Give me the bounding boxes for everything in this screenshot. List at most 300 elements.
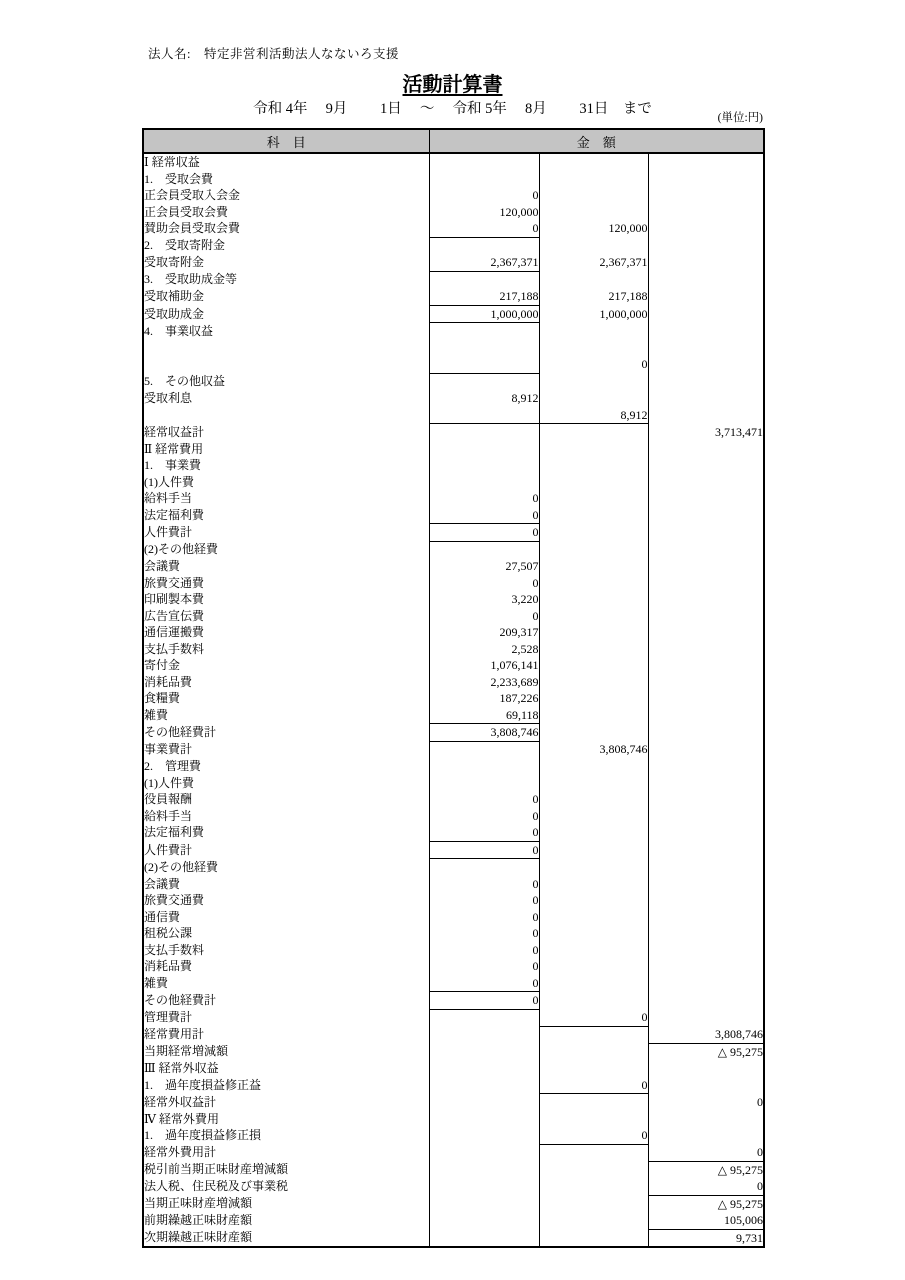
table-row	[143, 892, 764, 909]
amount-cell	[539, 490, 648, 507]
account-label: 人件費計	[144, 525, 193, 539]
amount-cell	[648, 1060, 764, 1077]
amount-cell	[539, 808, 648, 825]
amount-cell	[539, 524, 648, 542]
amount-cell	[539, 859, 648, 876]
amount-cell	[539, 707, 648, 724]
amount-cell: 3,220	[429, 591, 539, 608]
account-label: 食糧費	[144, 691, 181, 705]
account-label: 前期繰越正味財産額	[144, 1213, 253, 1228]
table-row	[143, 1144, 764, 1161]
amount-cell	[539, 1026, 648, 1043]
amount-cell	[429, 758, 539, 775]
statement-table-body	[143, 153, 764, 1247]
account-label: 租税公課	[144, 926, 193, 940]
amount-cell	[429, 340, 539, 357]
table-row	[143, 690, 764, 707]
account-label: 役員報酬	[144, 792, 193, 806]
account-label: その他経費計	[144, 725, 217, 739]
amount-cell: 8,912	[429, 390, 539, 407]
amount-cell: 27,507	[429, 558, 539, 575]
amount-cell	[539, 876, 648, 893]
amount-cell	[648, 591, 764, 608]
amount-cell: △ 95,275	[648, 1043, 764, 1060]
accounting-period: 令和 4年 9月 1日 ～ 令和 5年 8月 31日 まで	[253, 101, 652, 117]
amount-cell: 120,000	[429, 204, 539, 221]
amount-cell	[648, 541, 764, 558]
amount-cell	[648, 824, 764, 841]
amount-cell	[648, 323, 764, 340]
amount-cell	[539, 237, 648, 254]
amount-cell: 217,188	[429, 288, 539, 305]
amount-cell: 8,912	[539, 407, 648, 424]
table-row	[143, 741, 764, 758]
amount-cell	[539, 1195, 648, 1212]
statement-table	[142, 128, 765, 1248]
table-row	[143, 457, 764, 474]
table-row	[143, 558, 764, 575]
amount-cell	[429, 859, 539, 876]
corporation-name: 法人名: 特定非営利活動法人なないろ支援	[148, 47, 399, 61]
table-row	[143, 340, 764, 357]
account-label: 次期繰越正味財産額	[144, 1230, 253, 1245]
amount-cell	[648, 1127, 764, 1144]
table-row	[143, 575, 764, 592]
table-row	[143, 958, 764, 975]
amount-cell	[539, 390, 648, 407]
amount-cell: 2,367,371	[539, 254, 648, 271]
table-row	[143, 824, 764, 841]
amount-cell	[539, 541, 648, 558]
amount-cell	[429, 1229, 539, 1247]
account-label: 受取助成金	[144, 306, 205, 321]
account-label: 管理費計	[144, 1010, 193, 1025]
account-label: 事業費計	[144, 742, 193, 757]
table-row	[143, 591, 764, 608]
amount-cell	[429, 323, 539, 340]
amount-cell	[648, 220, 764, 237]
amount-cell: 0	[429, 876, 539, 893]
amount-cell	[648, 841, 764, 859]
amount-cell	[539, 271, 648, 288]
amount-cell	[648, 305, 764, 323]
account-label: 会議費	[144, 876, 181, 891]
account-label: 給料手当	[144, 491, 193, 505]
table-row	[143, 1178, 764, 1195]
amount-cell	[648, 724, 764, 742]
amount-cell: 0	[429, 892, 539, 909]
account-label: 旅費交通費	[144, 893, 205, 907]
amount-cell: △ 95,275	[648, 1195, 764, 1212]
amount-cell	[648, 271, 764, 288]
table-row	[143, 992, 764, 1010]
amount-cell	[648, 356, 764, 373]
amount-cell: 105,006	[648, 1212, 764, 1229]
amount-cell	[539, 153, 648, 171]
amount-cell: 0	[429, 187, 539, 204]
amount-cell	[648, 490, 764, 507]
table-row	[143, 220, 764, 237]
table-row	[143, 808, 764, 825]
amount-cell	[429, 1161, 539, 1178]
account-label: 受取補助金	[144, 289, 205, 304]
account-label	[143, 356, 429, 373]
account-label: 正会員受取入会金	[144, 188, 241, 202]
amount-cell: 0	[539, 1009, 648, 1026]
amount-cell	[429, 407, 539, 424]
amount-cell: 2,367,371	[429, 254, 539, 271]
amount-cell: 120,000	[539, 220, 648, 237]
table-row	[143, 237, 764, 254]
account-label: (1)人件費	[144, 775, 194, 790]
amount-cell	[539, 992, 648, 1010]
amount-cell: 0	[429, 808, 539, 825]
account-label: 広告宣伝費	[144, 608, 205, 623]
table-row	[143, 876, 764, 893]
table-row	[143, 624, 764, 641]
table-row	[143, 1195, 764, 1212]
amount-cell: △ 95,275	[648, 1161, 764, 1178]
amount-cell	[539, 1043, 648, 1060]
table-row	[143, 305, 764, 323]
account-label: 1. 過年度損益修正損	[144, 1128, 262, 1143]
amount-cell	[648, 758, 764, 775]
account-label: 法定福利費	[144, 825, 205, 840]
amount-cell: 1,076,141	[429, 657, 539, 674]
table-row	[143, 424, 764, 441]
account-label: 税引前当期正味財産増減額	[144, 1162, 289, 1177]
amount-cell: 3,713,471	[648, 424, 764, 441]
table-row	[143, 707, 764, 724]
amount-cell	[539, 323, 648, 340]
amount-cell	[429, 1195, 539, 1212]
account-label: Ⅲ 経常外収益	[144, 1061, 219, 1075]
amount-cell	[648, 1111, 764, 1128]
amount-cell	[648, 808, 764, 825]
table-row	[143, 474, 764, 491]
amount-cell	[539, 975, 648, 992]
table-row	[143, 153, 764, 171]
account-label: その他経費計	[144, 993, 217, 1007]
table-row	[143, 271, 764, 288]
amount-cell	[648, 707, 764, 724]
account-label: 経常収益計	[144, 424, 205, 439]
amount-cell	[429, 1212, 539, 1229]
account-label: 雑費	[144, 975, 169, 990]
account-label: 受取寄附金	[144, 255, 205, 270]
amount-cell	[648, 876, 764, 893]
amount-cell	[648, 171, 764, 188]
amount-cell	[539, 575, 648, 592]
amount-cell	[648, 624, 764, 641]
account-label: 1. 受取会費	[144, 171, 214, 186]
amount-cell	[648, 575, 764, 592]
subject-column-header: 科 目	[143, 129, 429, 153]
account-label: 印刷製本費	[144, 592, 205, 606]
amount-cell	[539, 608, 648, 625]
amount-cell	[648, 909, 764, 926]
amount-cell	[429, 1043, 539, 1060]
table-row	[143, 1161, 764, 1178]
amount-cell: 0	[429, 608, 539, 625]
amount-column-header: 金 額	[429, 129, 764, 153]
amount-cell	[648, 558, 764, 575]
table-row	[143, 859, 764, 876]
amount-cell	[648, 641, 764, 658]
amount-cell	[648, 674, 764, 691]
amount-cell	[539, 674, 648, 691]
amount-cell	[539, 591, 648, 608]
amount-cell	[648, 741, 764, 758]
table-row	[143, 1043, 764, 1060]
account-label: 正会員受取会費	[144, 204, 229, 219]
table-row	[143, 541, 764, 558]
table-row	[143, 975, 764, 992]
table-row	[143, 925, 764, 942]
table-row	[143, 1229, 764, 1247]
table-row	[143, 841, 764, 859]
amount-cell: 1,000,000	[429, 305, 539, 323]
table-row	[143, 390, 764, 407]
amount-cell: 0	[429, 942, 539, 959]
amount-cell: 0	[429, 992, 539, 1010]
amount-cell	[539, 1212, 648, 1229]
amount-cell	[648, 975, 764, 992]
amount-cell	[539, 340, 648, 357]
account-label: 法定福利費	[144, 507, 205, 522]
account-label: 当期経常増減額	[144, 1044, 229, 1059]
amount-cell	[429, 1127, 539, 1144]
amount-cell	[539, 942, 648, 959]
account-label: (1)人件費	[144, 474, 194, 489]
amount-cell	[539, 724, 648, 742]
amount-cell	[648, 204, 764, 221]
amount-cell	[429, 775, 539, 792]
account-label: Ⅱ 経常費用	[144, 441, 204, 456]
amount-cell	[539, 507, 648, 524]
amount-cell	[429, 1111, 539, 1128]
amount-cell	[429, 153, 539, 171]
table-row	[143, 1111, 764, 1128]
amount-cell	[539, 1144, 648, 1161]
account-label: 2. 受取寄附金	[144, 238, 226, 253]
amount-cell: 3,808,746	[539, 741, 648, 758]
amount-cell	[539, 641, 648, 658]
amount-cell: 0	[429, 824, 539, 841]
amount-cell	[648, 925, 764, 942]
amount-cell	[539, 558, 648, 575]
amount-cell: 0	[429, 791, 539, 808]
amount-cell	[648, 775, 764, 792]
amount-cell	[648, 288, 764, 305]
amount-cell	[429, 237, 539, 254]
amount-cell	[429, 457, 539, 474]
amount-cell	[648, 254, 764, 271]
table-row	[143, 724, 764, 742]
amount-cell	[648, 441, 764, 458]
amount-cell: 0	[539, 356, 648, 373]
amount-cell: 0	[539, 1077, 648, 1094]
amount-cell	[648, 992, 764, 1010]
account-label	[143, 340, 429, 357]
amount-cell	[648, 457, 764, 474]
account-label: 法人税、住民税及び事業税	[144, 1179, 289, 1194]
amount-cell: 9,731	[648, 1229, 764, 1247]
account-label	[143, 407, 429, 424]
amount-cell	[539, 1178, 648, 1195]
table-row	[143, 524, 764, 542]
amount-cell	[429, 1026, 539, 1043]
table-row	[143, 187, 764, 204]
amount-cell	[539, 657, 648, 674]
amount-cell	[539, 373, 648, 390]
amount-cell	[539, 441, 648, 458]
amount-cell	[429, 741, 539, 758]
amount-cell: 0	[429, 958, 539, 975]
amount-cell: 0	[429, 575, 539, 592]
amount-cell: 217,188	[539, 288, 648, 305]
amount-cell	[539, 824, 648, 841]
amount-cell	[648, 153, 764, 171]
unit-note: (単位:円)	[717, 112, 763, 124]
amount-cell	[648, 892, 764, 909]
amount-cell: 69,118	[429, 707, 539, 724]
amount-cell: 3,808,746	[429, 724, 539, 742]
account-label: 会議費	[144, 559, 181, 573]
amount-cell: 0	[429, 975, 539, 992]
account-label: (2)その他経費	[144, 542, 218, 557]
account-label: 旅費交通費	[144, 575, 205, 590]
amount-cell	[539, 958, 648, 975]
table-row	[143, 657, 764, 674]
table-row	[143, 204, 764, 221]
amount-cell: 3,808,746	[648, 1026, 764, 1043]
amount-cell	[429, 1060, 539, 1077]
amount-cell	[648, 407, 764, 424]
amount-cell	[648, 1077, 764, 1094]
table-row	[143, 942, 764, 959]
table-row	[143, 1077, 764, 1094]
amount-cell	[648, 690, 764, 707]
account-label: 経常外収益計	[144, 1094, 217, 1109]
amount-cell	[648, 390, 764, 407]
account-label: 雑費	[144, 707, 169, 722]
page-title: 活動計算書	[402, 74, 503, 96]
table-header-row	[143, 129, 764, 153]
amount-cell	[539, 1161, 648, 1178]
amount-cell	[648, 187, 764, 204]
amount-cell: 187,226	[429, 690, 539, 707]
account-label: 3. 受取助成金等	[144, 272, 238, 287]
amount-cell	[648, 1009, 764, 1026]
table-row	[143, 1026, 764, 1043]
amount-cell	[539, 1060, 648, 1077]
amount-cell	[648, 958, 764, 975]
account-label: 通信運搬費	[144, 625, 205, 639]
amount-cell	[539, 909, 648, 926]
amount-cell	[648, 237, 764, 254]
account-label: 支払手数料	[144, 942, 205, 957]
account-label: 賛助会員受取会費	[144, 221, 241, 236]
amount-cell: 1,000,000	[539, 305, 648, 323]
table-row	[143, 356, 764, 373]
amount-cell	[539, 758, 648, 775]
amount-cell	[429, 171, 539, 188]
table-row	[143, 171, 764, 188]
amount-cell	[648, 524, 764, 542]
table-row	[143, 373, 764, 390]
table-row	[143, 775, 764, 792]
table-row	[143, 323, 764, 340]
amount-cell: 2,528	[429, 641, 539, 658]
account-label: Ⅰ 経常収益	[144, 155, 200, 169]
amount-cell	[429, 424, 539, 441]
amount-cell	[429, 1009, 539, 1026]
amount-cell	[429, 373, 539, 390]
amount-cell	[429, 1178, 539, 1195]
table-row	[143, 641, 764, 658]
table-row	[143, 758, 764, 775]
table-row	[143, 490, 764, 507]
account-label: (2)その他経費	[144, 859, 218, 874]
amount-cell	[429, 356, 539, 373]
table-row	[143, 608, 764, 625]
amount-cell	[539, 1229, 648, 1247]
amount-cell	[539, 457, 648, 474]
account-label: 消耗品費	[144, 674, 193, 689]
amount-cell	[539, 841, 648, 859]
account-label: 消耗品費	[144, 959, 193, 973]
account-label: 2. 管理費	[144, 759, 202, 773]
amount-cell	[648, 657, 764, 674]
amount-cell	[429, 541, 539, 558]
account-label: 当期正味財産増減額	[144, 1196, 253, 1211]
account-label: 受取利息	[144, 391, 193, 405]
amount-cell	[539, 791, 648, 808]
amount-cell: 0	[429, 524, 539, 542]
amount-cell	[648, 859, 764, 876]
amount-cell	[539, 1111, 648, 1128]
amount-cell	[539, 690, 648, 707]
table-row	[143, 441, 764, 458]
amount-cell: 2,233,689	[429, 674, 539, 691]
account-label: 人件費計	[144, 842, 193, 857]
table-row	[143, 1060, 764, 1077]
amount-cell	[648, 791, 764, 808]
amount-cell: 0	[429, 841, 539, 859]
table-row	[143, 1212, 764, 1229]
amount-cell: 0	[539, 1127, 648, 1144]
amount-cell	[648, 507, 764, 524]
amount-cell: 0	[429, 909, 539, 926]
amount-cell: 0	[429, 925, 539, 942]
amount-cell	[429, 1077, 539, 1094]
account-label: 給料手当	[144, 808, 193, 823]
table-row	[143, 909, 764, 926]
amount-cell: 0	[429, 490, 539, 507]
amount-cell: 0	[648, 1178, 764, 1195]
table-row	[143, 407, 764, 424]
table-row	[143, 674, 764, 691]
account-label: Ⅳ 経常外費用	[144, 1111, 219, 1126]
account-label: 1. 事業費	[144, 458, 202, 472]
table-row	[143, 1009, 764, 1026]
amount-cell	[429, 1094, 539, 1111]
account-label: 経常費用計	[144, 1027, 205, 1042]
table-row	[143, 288, 764, 305]
amount-cell: 0	[648, 1094, 764, 1111]
amount-cell	[539, 775, 648, 792]
